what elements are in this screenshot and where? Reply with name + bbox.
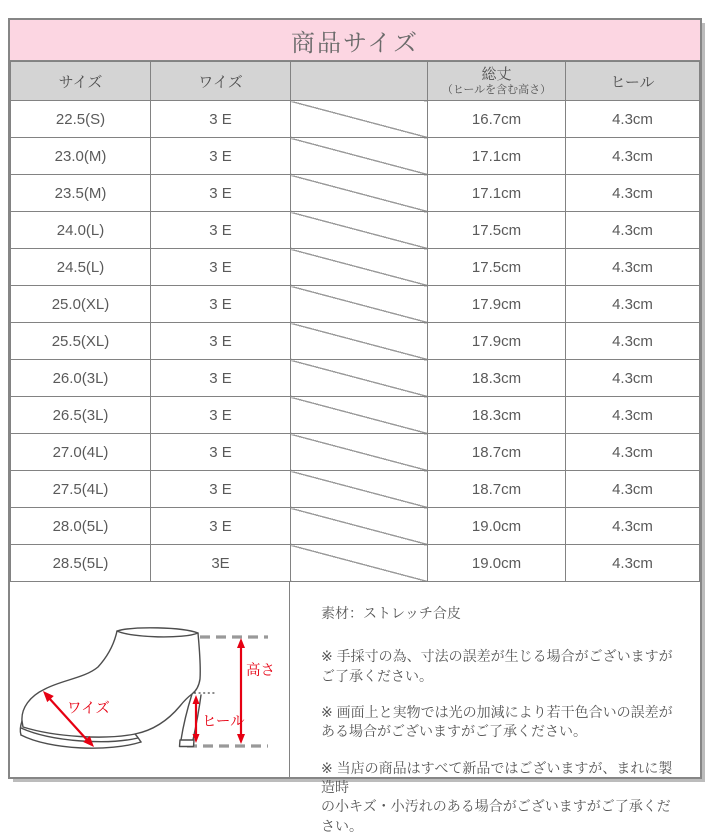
width-cell: 3 E (151, 360, 291, 397)
col-header-size: サイズ (11, 62, 151, 101)
note-measurement-line1: ※ 手採寸の為、寸法の誤差が生じる場合がございますが (321, 648, 673, 665)
table-row (11, 471, 700, 508)
length-cell: 17.1cm (428, 138, 566, 175)
size-cell: 25.0(XL) (11, 286, 151, 323)
size-cell: 28.0(5L) (11, 508, 151, 545)
col-header-total-length (428, 62, 566, 101)
table-row (11, 138, 700, 175)
note-condition-line2: の小キズ・小汚れのある場合がございますがご了承ください。 (321, 798, 671, 834)
size-cell: 26.0(3L) (11, 360, 151, 397)
note-measurement-line2: ご了承ください。 (321, 667, 433, 684)
heel-arrow (193, 695, 200, 743)
width-cell: 3 E (151, 212, 291, 249)
heel-cell: 4.3cm (566, 138, 700, 175)
width-cell: 3 E (151, 434, 291, 471)
note-color-line1: ※ 画面上と実物では光の加減により若干色合いの誤差が (321, 703, 673, 720)
width-cell: 3E (151, 545, 291, 582)
table-header-row (11, 62, 700, 101)
length-cell: 17.1cm (428, 175, 566, 212)
width-cell: 3 E (151, 323, 291, 360)
heel-cell: 4.3cm (566, 471, 700, 508)
length-cell: 18.7cm (428, 434, 566, 471)
details-section (10, 582, 700, 834)
width-cell: 3 E (151, 397, 291, 434)
table-row (11, 397, 700, 434)
table-row (11, 175, 700, 212)
diagonal-cell (291, 101, 428, 138)
diagonal-cell (291, 249, 428, 286)
size-cell: 27.0(4L) (11, 434, 151, 471)
length-cell: 16.7cm (428, 101, 566, 138)
width-measure-label: ワイズ (67, 701, 110, 717)
note-measurement (321, 647, 682, 686)
note-condition (321, 759, 682, 836)
width-cell: 3 E (151, 249, 291, 286)
length-cell: 17.9cm (428, 286, 566, 323)
boot-outline (22, 628, 200, 737)
width-cell: 3 E (151, 471, 291, 508)
diagonal-cell (291, 545, 428, 582)
heel-cell: 4.3cm (566, 175, 700, 212)
col-header-heel: ヒール (566, 62, 700, 101)
diagonal-cell (291, 508, 428, 545)
diagonal-cell (291, 175, 428, 212)
length-cell: 19.0cm (428, 508, 566, 545)
length-cell: 18.3cm (428, 360, 566, 397)
height-measure-label: 高さ (246, 663, 275, 679)
table-row (11, 508, 700, 545)
heel-cell: 4.3cm (566, 286, 700, 323)
size-table (10, 61, 700, 582)
heel-cell: 4.3cm (566, 397, 700, 434)
table-row (11, 323, 700, 360)
note-condition-line1: ※ 当店の商品はすべて新品ではございますが、まれに製造時 (321, 759, 673, 795)
product-size-sheet (8, 18, 702, 834)
heel-cell: 4.3cm (566, 508, 700, 545)
width-cell: 3 E (151, 508, 291, 545)
table-row (11, 545, 700, 582)
heel-cell: 4.3cm (566, 360, 700, 397)
size-cell: 22.5(S) (11, 101, 151, 138)
heel-measure-label: ヒール (202, 714, 245, 730)
measurement-diagram (10, 582, 290, 777)
diagonal-cell (291, 434, 428, 471)
length-cell: 18.7cm (428, 471, 566, 508)
table-row (11, 286, 700, 323)
length-cell: 17.9cm (428, 323, 566, 360)
material-text: 素材：ストレッチ合皮 (321, 605, 461, 621)
table-row (11, 360, 700, 397)
width-cell: 3 E (151, 175, 291, 212)
heel-cell: 4.3cm (566, 212, 700, 249)
size-cell: 28.5(5L) (11, 545, 151, 582)
diagonal-cell (291, 138, 428, 175)
col-header-total-length-note: （ヒールを含む高さ） (441, 83, 552, 96)
length-cell: 18.3cm (428, 397, 566, 434)
table-row (11, 212, 700, 249)
width-cell: 3 E (151, 138, 291, 175)
diagonal-cell (291, 360, 428, 397)
heel-cell: 4.3cm (566, 323, 700, 360)
diagonal-cell (291, 323, 428, 360)
notes-section (290, 582, 700, 834)
chart-title-bar (10, 20, 700, 61)
size-cell: 24.5(L) (11, 249, 151, 286)
diagonal-cell (291, 471, 428, 508)
col-header-blank-diagonal (291, 62, 428, 101)
boot-illustration (10, 582, 289, 781)
diagonal-cell (291, 286, 428, 323)
size-cell: 23.0(M) (11, 138, 151, 175)
heel-cell: 4.3cm (566, 101, 700, 138)
diagonal-cell (291, 397, 428, 434)
length-cell: 17.5cm (428, 212, 566, 249)
heel-cell: 4.3cm (566, 249, 700, 286)
col-header-width: ワイズ (151, 62, 291, 101)
heel-cell: 4.3cm (566, 545, 700, 582)
size-cell: 24.0(L) (11, 212, 151, 249)
size-cell: 27.5(4L) (11, 471, 151, 508)
length-cell: 17.5cm (428, 249, 566, 286)
chart-title: 商品サイズ (290, 29, 420, 57)
diagonal-cell (291, 212, 428, 249)
length-cell: 19.0cm (428, 545, 566, 582)
size-cell: 23.5(M) (11, 175, 151, 212)
col-header-total-length-main: 総丈 (481, 66, 512, 84)
size-cell: 26.5(3L) (11, 397, 151, 434)
size-table-body (11, 101, 700, 582)
width-cell: 3 E (151, 101, 291, 138)
table-row (11, 249, 700, 286)
size-cell: 25.5(XL) (11, 323, 151, 360)
table-row (11, 434, 700, 471)
note-color-line2: ある場合がございますがご了承ください。 (321, 723, 587, 740)
heel-cell: 4.3cm (566, 434, 700, 471)
table-row (11, 101, 700, 138)
heel-cap (180, 740, 195, 747)
width-cell: 3 E (151, 286, 291, 323)
note-color (321, 703, 682, 742)
